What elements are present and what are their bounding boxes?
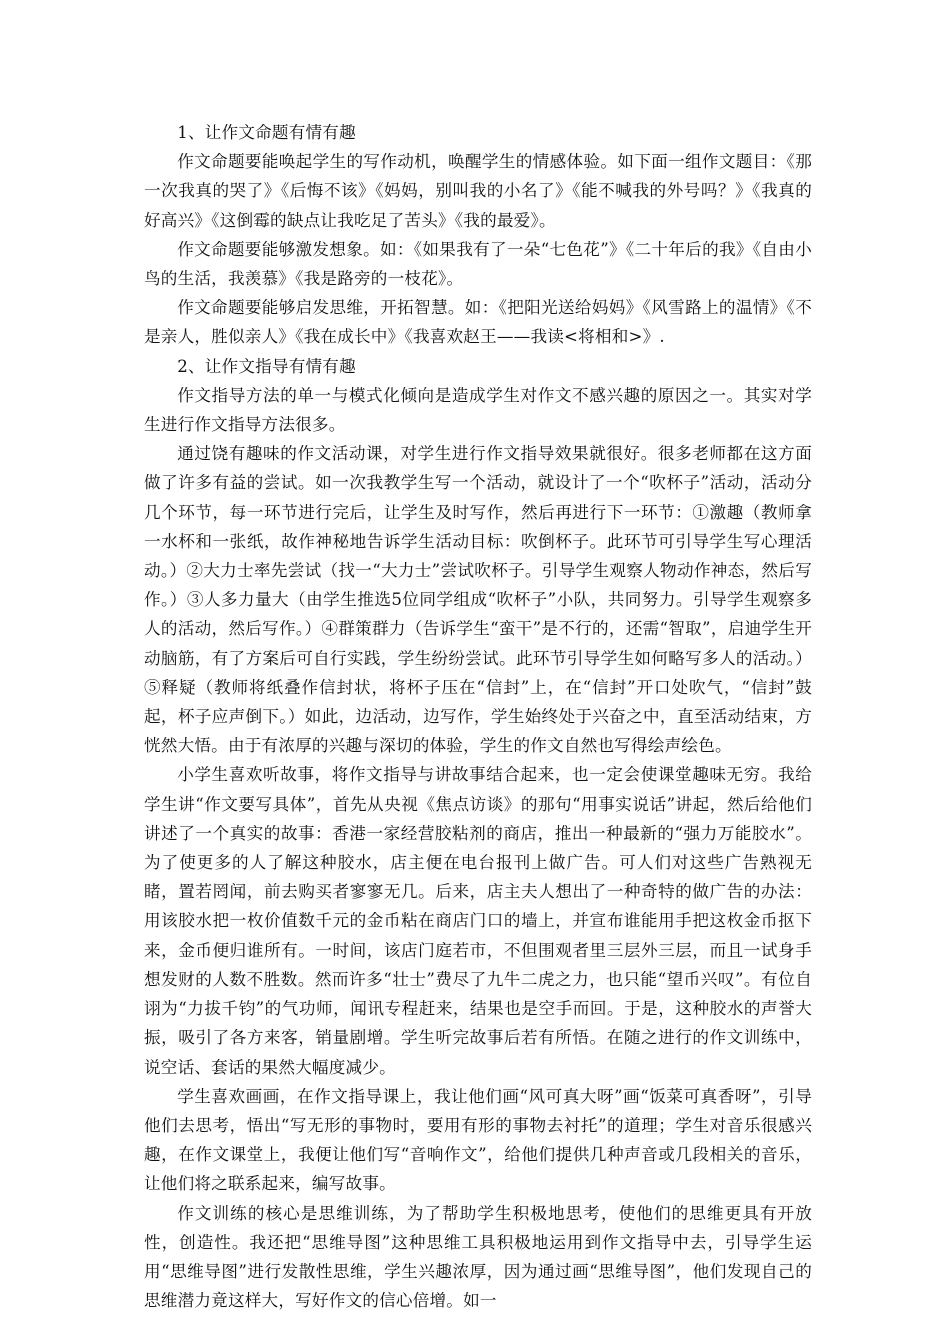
paragraph: 小学生喜欢听故事，将作文指导与讲故事结合起来，也一定会使课堂趣味无穷。我给学生讲“作文要写具体”，首先从央视《焦点访谈》的那句“用事实说话”讲起，然后给他们讲述了一个真实的故事：香港一家经营胶粘剂的商店，推出一种最新的“强力万能胶水”。为了使更多的人了解这种胶水，店主便在电台报刊上做广告。可人们对这些广告熟视无睹，置若罔闻，前去购买者寥寥无几。后来，店主夫人想出了一种奇特的做广告的办法：用该胶水把一枚价值数千元的金币粘在商店门口的墙上，并宣布谁能用手把这枚金币抠下来，金币便归谁所有。一时间，该店门庭若市，不但围观者里三层外三层，而且一试身手想发财的人数不胜数。然而许多“壮士”费尽了九牛二虎之力，也只能“望币兴叹”。有位自诩为“力拔千钧”的气功师，闻讯专程赶来，结果也是空手而回。于是，这种胶水的声誉大振，吸引了各方来客，销量剧增。学生听完故事后若有所悟。在随之进行的作文训练中，说空话、套话的果然大幅度减少。 bbox=[144, 765, 812, 1077]
section-heading-2: 2、让作文指导有情有趣 bbox=[177, 356, 356, 376]
paragraph: 作文命题要能够激发想象。如：《如果我有了一朵“七色花”》《二十年后的我》《自由小鸟的生活，我羡慕》《我是路旁的一枝花》。 bbox=[144, 239, 812, 289]
paragraph: 作文命题要能唤起学生的写作动机，唤醒学生的情感体验。如下面一组作文题目：《那一次我真的哭了》《后悔不该》《妈妈，别叫我的小名了》《能不喊我的外号吗？》《我真的好高兴》《这倒霉的缺点让我吃足了苦头》《我的最爱》。 bbox=[144, 152, 812, 230]
section-heading-1: 1、让作文命题有情有趣 bbox=[177, 123, 356, 142]
paragraph: 作文命题要能够启发思维，开拓智慧。如：《把阳光送给妈妈》《风雪路上的温情》《不是亲人，胜似亲人》《我在成长中》《我喜欢赵王——我读<将相和>》. bbox=[144, 298, 812, 347]
document-body bbox=[144, 118, 812, 1315]
paragraph: 通过饶有趣味的作文活动课，对学生进行作文指导效果就很好。很多老师都在这方面做了许多有益的尝试。如一次我教学生写一个活动，就设计了一个“吹杯子”活动，活动分几个环节，每一环节进行完后，让学生及时写作，然后再进行下一环节：①激趣（教师拿一水杯和一张纸，故作神秘地告诉学生活动目标：吹倒杯子。此环节可引导学生写心理活动。）②大力士率先尝试（找一“大力士”尝试吹杯子。引导学生观察人物动作神态，然后写作。）③人多力量大（由学生推选5位同学组成“吹杯子”小队，共同努力。引导学生观察多人的活动，然后写作。）④群策群力（告诉学生“蛮干”是不行的，还需“智取”，启迪学生开动脑筋，有了方案后可自行实践，学生纷纷尝试。此环节引导学生如何略写多人的活动。）⑤释疑（教师将纸叠作信封状，将杯子压在“信封”上，在“信封”开口处吹气，“信封”鼓起，杯子应声倒下。）如此，边活动，边写作，学生始终处于兴奋之中，直至活动结束，方恍然大悟。由于有浓厚的兴趣与深切的体验，学生的作文自然也写得绘声绘色。 bbox=[144, 444, 812, 756]
paragraph: 作文训练的核心是思维训练，为了帮助学生积极地思考，使他们的思维更具有开放性，创造性。我还把“思维导图”这种思维工具积极地运用到作文指导中去，引导学生运用“思维导图”进行发散性思维，学生兴趣浓厚，因为通过画“思维导图”，他们发现自己的思维潜力竟这样大，写好作文的信心倍增。如一 bbox=[144, 1203, 812, 1311]
paragraph: 作文指导方法的单一与模式化倾向是造成学生对作文不感兴趣的原因之一。其实对学生进行作文指导方法很多。 bbox=[144, 385, 812, 435]
paragraph: 学生喜欢画画，在作文指导课上，我让他们画“风可真大呀”画“饭菜可真香呀”，引导他们去思考，悟出“写无形的事物时，要用有形的事物去衬托”的道理；学生对音乐很感兴趣，在作文课堂上，我便让他们写“音响作文”，给他们提供几种声音或几段相关的音乐，让他们将之联系起来，编写故事。 bbox=[144, 1086, 812, 1194]
